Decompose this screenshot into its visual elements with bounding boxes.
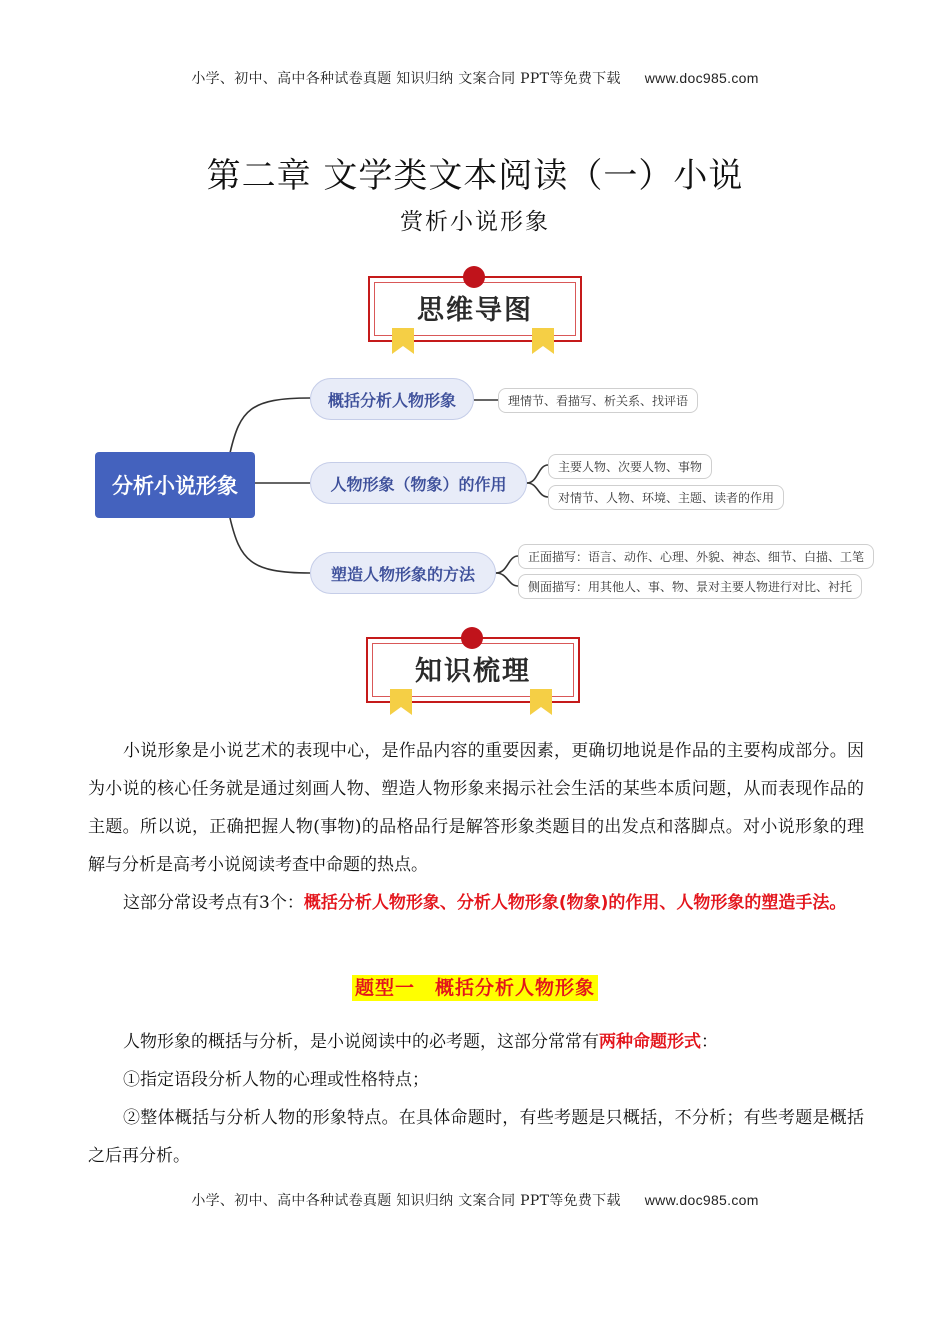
mindmap-root-node: 分析小说形象 [95,452,255,518]
question-type-heading [0,973,950,1000]
ribbon-icon [390,689,412,715]
chapter-title: 第二章 文学类文本阅读（一）小说 [206,156,744,196]
forms-tail: ： [701,1032,718,1052]
ribbon-icon [392,328,414,354]
branch-node-summarize: 概括分析人物形象 [310,378,474,420]
ribbon-icon [530,689,552,715]
mindmap-banner-label: 思维导图 [417,295,533,326]
header-text: 小学、初中、高中各种试卷真题 知识归纳 文案合同 PPT等免费下载 [191,71,621,87]
exam-points-lead: 这部分常设考点有3个： [123,893,304,913]
footer-url[interactable]: www.doc985.com [644,1192,759,1208]
footer-text: 小学、初中、高中各种试卷真题 知识归纳 文案合同 PPT等免费下载 [191,1193,621,1209]
leaf-node: 主要人物、次要人物、事物 [548,454,712,479]
chapter-subtitle: 赏析小说形象 [400,209,550,235]
leaf-node: 侧面描写：用其他人、事、物、景对主要人物进行对比、衬托 [518,574,862,599]
page-footer [0,1190,950,1210]
leaf-node: 理情节、看描写、析关系、找评语 [498,388,698,413]
red-dot-icon [463,266,485,288]
branch-node-function: 人物形象（物象）的作用 [310,462,527,504]
exam-points-highlight: 概括分析人物形象、分析人物形象(物象)的作用、人物形象的塑造手法。 [303,893,847,913]
leaf-node: 对情节、人物、环境、主题、读者的作用 [548,485,784,510]
forms-paragraph [88,1023,864,1061]
intro-paragraph: 小说形象是小说艺术的表现中心，是作品内容的重要因素，更确切地说是作品的主要构成部分。因为小说的核心任务就是通过刻画人物、塑造人物形象来揭示社会生活的某些本质问题，从而表现作品的主题。所以说，正确把握人物(事物)的品格品行是解答形象类题目的出发点和落脚点。对小说形象的理解与分析是高考小说阅读考查中命题的热点。 [88,741,864,875]
exam-points-paragraph [88,884,864,922]
knowledge-banner [366,627,580,715]
leaf-node: 正面描写：语言、动作、心理、外貌、神态、细节、白描、工笔 [518,544,874,569]
mindmap [90,370,880,610]
page-header [0,68,950,88]
forms-lead: 人物形象的概括与分析，是小说阅读中的必考题，这部分常常有 [123,1032,599,1052]
form-two-item: ②整体概括与分析人物的形象特点。在具体命题时，有些考题是只概括，不分析；有些考题是概括之后再分析。 [88,1108,864,1166]
knowledge-banner-label: 知识梳理 [415,656,531,687]
question-type-label: 题型一 概括分析人物形象 [352,975,598,1001]
forms-highlight: 两种命题形式 [599,1032,701,1052]
red-dot-icon [461,627,483,649]
branch-node-methods: 塑造人物形象的方法 [310,552,496,594]
mindmap-banner [368,266,582,354]
header-url[interactable]: www.doc985.com [644,70,759,86]
form-one-item: ①指定语段分析人物的心理或性格特点； [123,1070,429,1090]
ribbon-icon [532,328,554,354]
